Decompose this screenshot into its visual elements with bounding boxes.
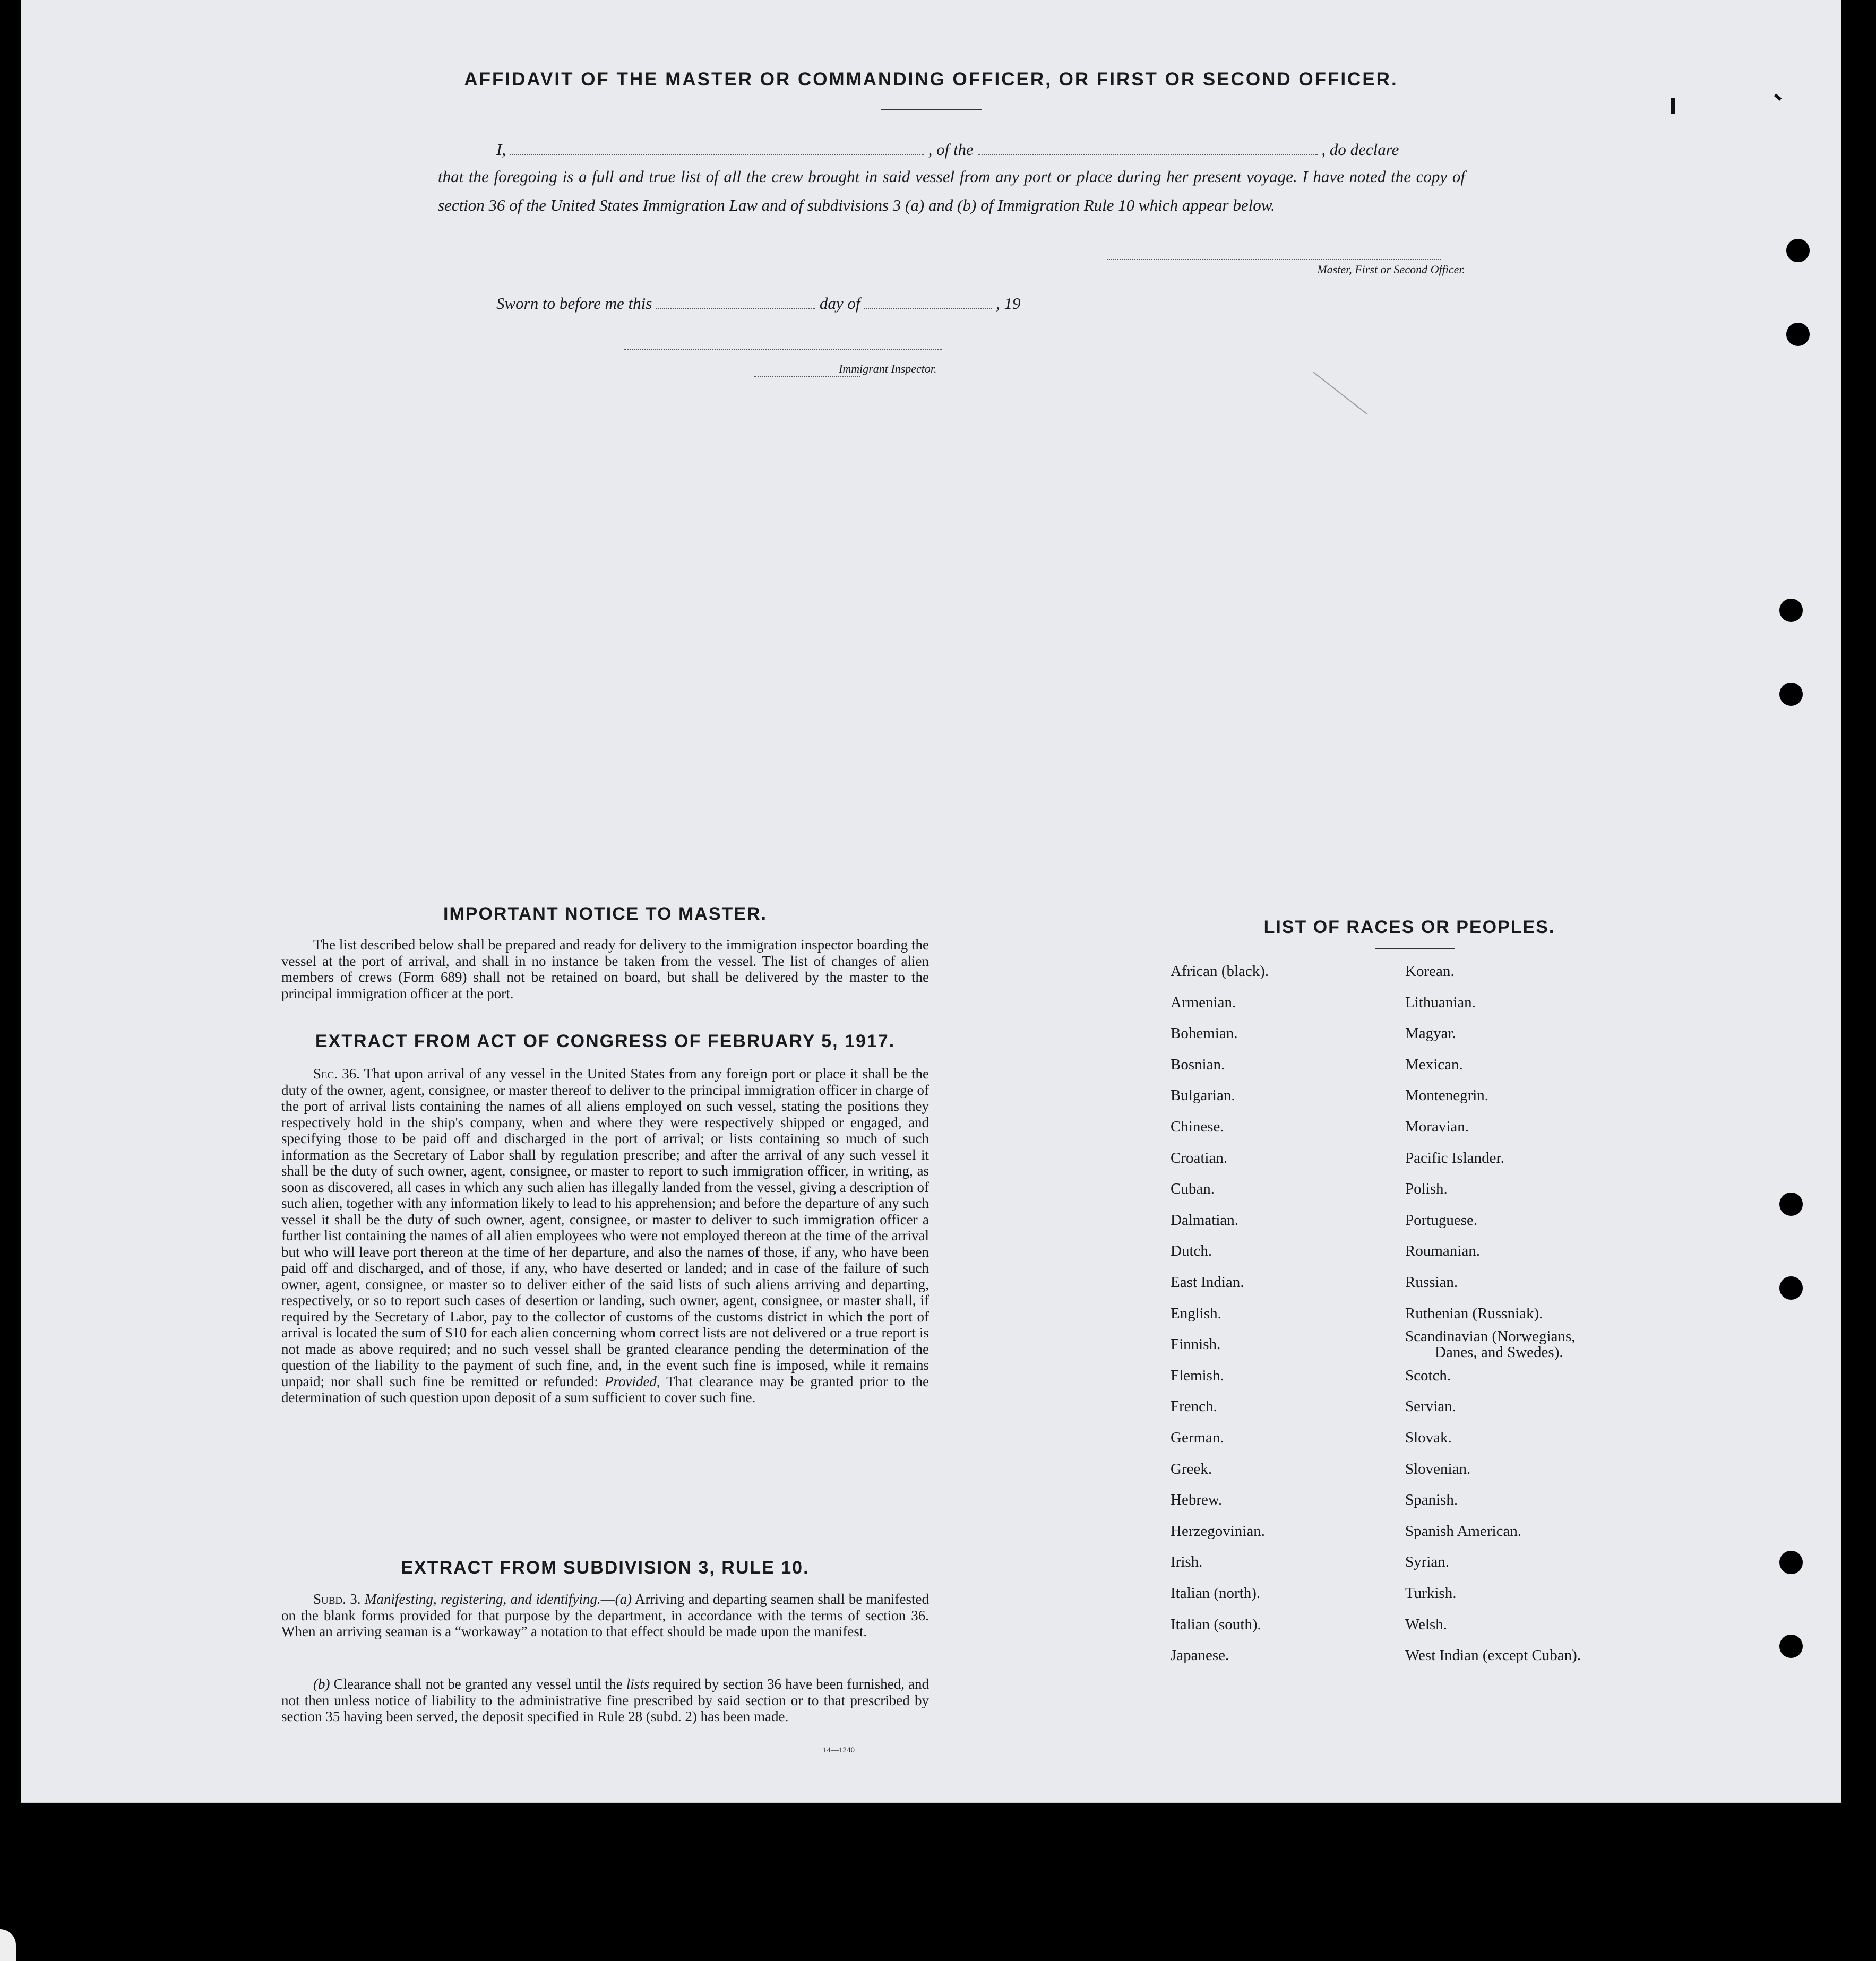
race-item: Bulgarian. (1171, 1087, 1235, 1104)
race-item: Ruthenian (Russniak). (1405, 1305, 1543, 1322)
race-item: Spanish. (1405, 1491, 1458, 1509)
provided-label: Provided, (604, 1373, 660, 1389)
race-item: Greek. (1171, 1460, 1212, 1478)
para-b-text-1: Clearance shall not be granted any vessel until the (333, 1676, 623, 1692)
subdivision-label: Subd. 3. (313, 1591, 361, 1607)
affidavit-i-label: I, (496, 140, 506, 159)
race-item: Hebrew. (1171, 1491, 1223, 1509)
races-divider (1375, 948, 1455, 949)
sworn-line (496, 289, 1186, 318)
binder-hole (1786, 323, 1810, 346)
rule-paragraph-b (281, 1676, 929, 1725)
binder-hole (1779, 1551, 1803, 1574)
race-item: Herzegovinian. (1171, 1522, 1265, 1540)
act-extract-title: EXTRACT FROM ACT OF CONGRESS OF FEBRUARY 5, 1917. (315, 1031, 896, 1051)
binder-hole (1779, 1276, 1803, 1300)
inspector-signature-blank (624, 334, 942, 350)
rule-extract-title: EXTRACT FROM SUBDIVISION 3, RULE 10. (401, 1558, 810, 1578)
race-item-continuation: Danes, and Swedes). (1435, 1344, 1563, 1361)
race-item: Montenegrin. (1405, 1087, 1489, 1104)
race-item: Turkish. (1405, 1585, 1457, 1602)
section-36-text: That upon arrival of any vessel in the United States from any foreign port or place it shall be the duty of the owner, agent, consignee, or master thereof to deliver to the principal immigration officer in charge of the port of arrival lists containing the names of all aliens employed on such vessel, stating the positions they respectively hold in the ship's company, when and where they were respectively shipped or engaged, and specifying those to be paid off and discharged in the port of arrival; or lists containing so much of such information as the Secretary of Labor shall by regulation prescribe; and after the arrival of any such vessel it shall be the duty of such owner, agent, consignee, or master to report to such immigration officer, in writing, as soon as discovered, all cases in which any such alien has illegally landed from the vessel, giving a description of such alien, together with any information likely to lead to his apprehension; and before the departure of any such vessel it shall be the duty of such owner, agent, consignee, or master to deliver to such immigration officer a further list containing the names of all alien employees who were not employed thereon at the time of the arrival but who will leave port thereon at the time of her departure, and also the names of those, if any, who have been paid off and discharged, and of those, if any, who have deserted or landed; and in case of the failure of such owner, agent, consignee, or master so to deliver either of the said lists of such aliens arriving and departing, respectively, or so to report such cases of desertion or landing, such owner, agent, consignee, or master shall, if required by the Secretary of Labor, pay to the collector of customs of the customs district in which the port of arrival is located the sum of $10 for each alien concerning whom correct lists are not delivered or a true report is not made as above required; and no such vessel shall be granted clearance pending the determination of the question of the liability to the payment of such fine, and, in the event such fine is imposed, while it remains unpaid; nor shall such fine be remitted or refunded: (281, 1066, 930, 1389)
ink-speck (1774, 93, 1782, 101)
para-b-text-2: required by section 36 have been furnished, and not then unless notice of liability to the administrative fine prescribed by said section or to that prescribed by section 35 having been served, the deposit specified in Rule 28 (subd. 2) has been made. (281, 1676, 930, 1724)
race-item: Mexican. (1405, 1056, 1463, 1073)
inspector-caption: Immigrant Inspector. (839, 362, 937, 375)
document-page (21, 0, 1841, 1803)
sworn-month-blank (864, 293, 992, 309)
para-b-label: (b) (313, 1676, 330, 1692)
race-item: Slovak. (1405, 1429, 1452, 1446)
race-item: Roumanian. (1405, 1242, 1480, 1260)
binder-hole (1779, 1193, 1803, 1216)
race-item: French. (1171, 1398, 1217, 1415)
sworn-text: Sworn to before me this (496, 294, 652, 313)
subdivision-heading: Manifesting, registering, and identifying. (364, 1591, 601, 1607)
race-item: Armenian. (1171, 994, 1236, 1011)
race-item: Polish. (1405, 1180, 1448, 1198)
affidavit-declaration-line (496, 135, 1468, 164)
race-item: Welsh. (1405, 1616, 1448, 1633)
sworn-day-blank (656, 293, 815, 309)
race-item: West Indian (except Cuban). (1405, 1647, 1581, 1664)
vessel-blank (978, 139, 1318, 155)
name-blank (510, 139, 924, 155)
race-item: Portuguese. (1405, 1211, 1478, 1229)
para-b-lists: lists (626, 1676, 650, 1692)
affidavit-of-the-label: , of the (928, 140, 974, 159)
race-item: English. (1171, 1305, 1221, 1322)
binder-hole (1779, 683, 1803, 706)
affidavit-do-declare-label: , do declare (1321, 140, 1399, 159)
race-item: Lithuanian. (1405, 994, 1476, 1011)
year-prefix: , 19 (995, 294, 1021, 313)
notice-body: The list described below shall be prepared and ready for delivery to the immigration inspector boarding the vessel at the port of arrival, and shall in no instance be taken from the vessel. The list of changes of alien members of crews (Form 689) shall not be retained on board, but shall be delivered by the master to the principal immigration officer at the port. (281, 937, 929, 1001)
race-item: Scandinavian (Norwegians, (1405, 1328, 1576, 1345)
race-item: African (black). (1171, 963, 1269, 980)
race-item: Dutch. (1171, 1242, 1212, 1260)
form-code: 14—1240 (823, 1746, 855, 1755)
race-item: East Indian. (1171, 1274, 1244, 1291)
race-item: Italian (north). (1171, 1585, 1261, 1602)
signature-caption: Master, First or Second Officer. (1317, 263, 1465, 276)
affidavit-body: that the foregoing is a full and true list of all the crew brought in said vessel from any port or place during her present voyage. I have noted the copy of section 36 of the United States Immigration Law and of subdivisions 3 (a) and (b) of Immigration Rule 10 which appear below. (438, 167, 1465, 214)
ink-speck (1671, 98, 1675, 114)
race-item: Moravian. (1405, 1118, 1469, 1135)
race-item: Dalmatian. (1171, 1211, 1239, 1229)
race-item: Bosnian. (1171, 1056, 1225, 1073)
races-title: LIST OF RACES OR PEOPLES. (1263, 917, 1555, 937)
race-item: German. (1171, 1429, 1224, 1446)
notice-title: IMPORTANT NOTICE TO MASTER. (443, 904, 767, 924)
title-divider (881, 109, 982, 110)
para-a-label: (a) (615, 1591, 632, 1607)
race-item: Finnish. (1171, 1336, 1221, 1353)
race-item: Syrian. (1405, 1553, 1449, 1571)
race-item: Japanese. (1171, 1647, 1229, 1664)
race-item: Pacific Islander. (1405, 1149, 1504, 1167)
affidavit-title: AFFIDAVIT OF THE MASTER OR COMMANDING OFFICER, OR FIRST OR SECOND OFFICER. (464, 69, 1398, 90)
race-item: Scotch. (1405, 1367, 1451, 1384)
race-item: Croatian. (1171, 1149, 1228, 1167)
binder-hole (1786, 239, 1810, 262)
act-extract-body (281, 1066, 929, 1406)
race-item: Servian. (1405, 1398, 1456, 1415)
race-item: Italian (south). (1171, 1616, 1261, 1633)
race-item: Korean. (1405, 963, 1455, 980)
race-item: Cuban. (1171, 1180, 1215, 1198)
section-label: Sec. 36. (313, 1066, 360, 1082)
race-item: Magyar. (1405, 1025, 1456, 1042)
rule-paragraph-a: Subd. 3. Manifesting, registering, and identifying.—(a) Arriving and departing seamen shall be manifested on the blank forms provided for that purpose by the department, in accordance with the terms of section 36. When an arriving seaman is a “workaway” a notation to that effect should be made upon the manifest. (281, 1591, 929, 1639)
day-of-label: day of (819, 294, 860, 313)
binder-hole (1779, 599, 1803, 622)
para-a-text: Arriving and departing seamen shall be manifested on the blank forms provided for that purpose by the department, in accordance with the terms of section 36. When an arriving seaman is a “workaway” a notation to that effect should be made upon the manifest. (281, 1591, 929, 1639)
scratch-mark (1313, 372, 1368, 415)
provided-text: That clearance may be granted prior to the determination of such question upon deposit of a sum sufficient to cover such fine. (281, 1373, 930, 1405)
race-item: Irish. (1171, 1553, 1203, 1571)
race-item: Spanish American. (1405, 1522, 1522, 1540)
race-item: Chinese. (1171, 1118, 1224, 1135)
race-item: Russian. (1405, 1274, 1458, 1291)
race-item: Flemish. (1171, 1367, 1224, 1384)
binder-hole (1779, 1635, 1803, 1658)
race-item: Slovenian. (1405, 1460, 1471, 1478)
signature-blank (1107, 244, 1441, 260)
scan-artifact (0, 1929, 16, 1961)
race-item: Bohemian. (1171, 1025, 1238, 1042)
